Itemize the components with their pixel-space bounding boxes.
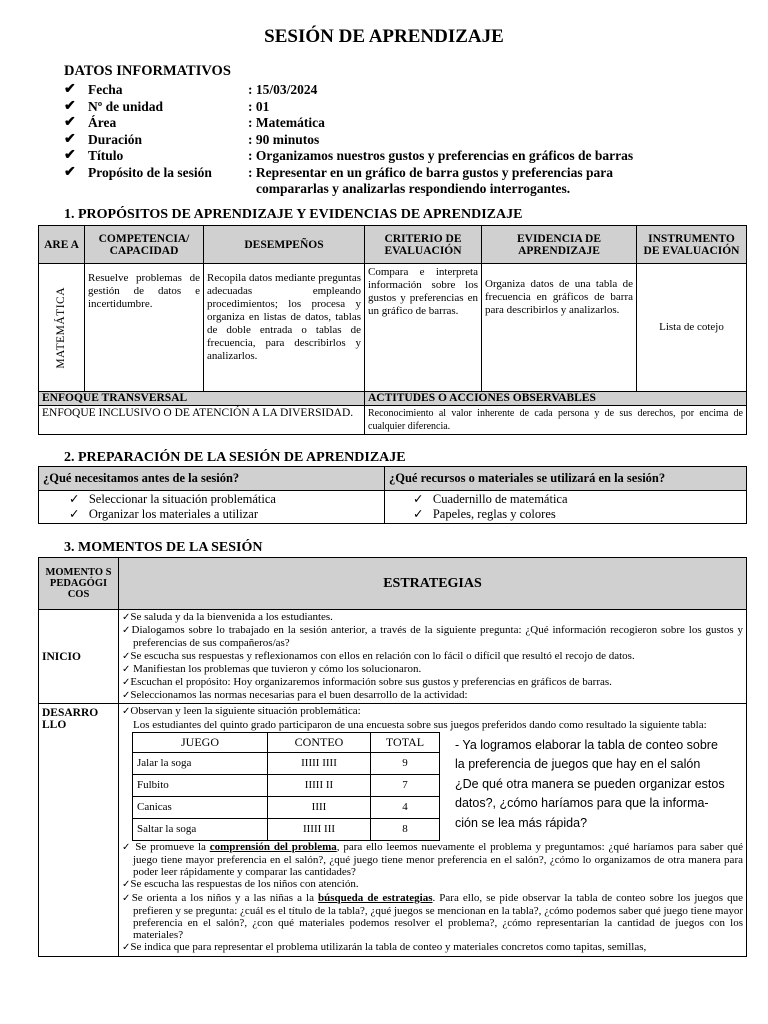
need-item: ✓ Organizar los materiales a utilizar <box>69 507 258 521</box>
section2-title: 2. PREPARACIÓN DE LA SESIÓN DE APRENDIZAJE <box>64 450 406 465</box>
info-label: Área <box>88 115 117 130</box>
area-cell <box>39 264 85 392</box>
check-icon: ✔ <box>64 115 76 130</box>
check-icon: ✔ <box>64 148 76 163</box>
check-icon: ✓ <box>122 625 132 637</box>
info-value <box>248 165 744 198</box>
info-label: Nº de unidad <box>88 98 163 114</box>
problem-text: Los estudiantes del quinto grado participaron de una encuesta sobre sus juegos preferidos dando como resultado la siguiente tabla: <box>133 718 707 731</box>
resource-item: ✓ Cuadernillo de matemática <box>413 492 568 506</box>
conteo-header: CONTEO <box>268 732 371 752</box>
preparacion-table <box>38 466 747 524</box>
header-instrumento: INSTRUMENTO DE EVALUACIÓN <box>637 226 747 264</box>
info-value: : 01 <box>248 98 270 114</box>
check-icon: ✔ <box>64 131 76 147</box>
evidencia-cell: Organiza datos de una tabla de frecuencia en gráficos de barra para describirlos y analizarlos. <box>482 264 637 392</box>
check-icon: ✔ <box>64 164 76 180</box>
header-area: ARE A <box>39 226 85 264</box>
propositos-table <box>38 225 747 435</box>
desarrollo-label: DESARRO LLO <box>39 704 119 956</box>
check-icon: ✓ <box>122 690 131 702</box>
info-value: : Matemática <box>248 115 325 130</box>
list-item: ✓Seleccionamos las normas necesarias para el buen desarrollo de la actividad: <box>122 689 468 702</box>
info-value-line2: compararlas y analizarlas respondiendo interrogantes. <box>256 181 571 196</box>
info-row-area <box>64 115 744 132</box>
inicio-label: INICIO <box>39 610 119 704</box>
desarrollo-strategies <box>119 704 747 956</box>
section1-title: 1. PROPÓSITOS DE APRENDIZAJE Y EVIDENCIAS DE APRENDIZAJE <box>64 207 523 222</box>
need-item: ✓ Seleccionar la situación problemática <box>69 492 276 506</box>
check-icon: ✓ <box>122 663 131 675</box>
need-items <box>39 491 385 524</box>
check-icon: ✔ <box>64 98 76 114</box>
info-row-titulo <box>64 148 744 165</box>
conteo-cell: IIIII IIII <box>268 752 371 774</box>
page-title: SESIÓN DE APRENDIZAJE <box>264 26 504 47</box>
actitudes-header: ACTITUDES O ACCIONES OBSERVABLES <box>365 392 747 406</box>
check-icon: ✔ <box>64 82 76 97</box>
conteo-block <box>122 732 743 841</box>
list-item: ✓Observan y leen la siguiente situación problemática: <box>122 705 361 718</box>
conteo-cell: IIIII II <box>268 774 371 796</box>
juego-cell: Jalar la soga <box>133 752 268 774</box>
list-item: ✓Se orienta a los niños y a las niñas a la búsqueda de estrategias. Para ello, se pide observar la tabla de conteo sobre los juegos que prefieren y se pregunta: ¿cuál es el título de la tabla?, ¿qué juegos se mencionan en la tabla?, ¿cómo podemos saber qué juego tiene mayor preferencia en el salón?, ¿con qué materiales podemos resolver el problema?, ¿cómo representarían la cantidad de juegos con los materiales? <box>122 891 743 942</box>
resource-items <box>385 491 747 524</box>
header-criterio: CRITERIO DE EVALUACIÓN <box>365 226 482 264</box>
list-item: ✓Se saluda y da la bienvenida a los estudiantes. <box>122 611 333 623</box>
list-item: ✓Se indica que para representar el problema utilizarán la tabla de conteo y materiales concretos como tapitas, semillas, <box>122 941 647 954</box>
info-row-unidad <box>64 99 744 116</box>
info-value: : Organizamos nuestros gustos y preferencias en gráficos de barras <box>248 148 634 163</box>
momentos-table <box>38 557 747 957</box>
instrumento-cell: Lista de cotejo <box>637 264 747 392</box>
actitudes-text: Reconocimiento al valor inherente de cada persona y de sus derechos, por encima de cualquier diferencia. <box>365 406 747 435</box>
datos-heading: DATOS INFORMATIVOS <box>64 63 231 79</box>
check-icon: ✓ <box>122 879 131 891</box>
momentos-header: MOMENTO S PEDAGÓGI COS <box>39 558 119 610</box>
total-cell: 7 <box>371 774 440 796</box>
list-item: ✓Se escucha las respuestas de los niños con atención. <box>122 878 359 891</box>
check-icon: ✓ <box>69 507 80 521</box>
check-icon: ✓ <box>122 706 131 718</box>
check-icon: ✓ <box>413 492 424 506</box>
total-cell: 9 <box>371 752 440 774</box>
table-row <box>133 796 440 818</box>
header-competencia: COMPETENCIA/ CAPACIDAD <box>85 226 204 264</box>
total-cell: 8 <box>371 818 440 840</box>
info-label: Título <box>88 148 124 163</box>
enfoque-text: ENFOQUE INCLUSIVO O DE ATENCIÓN A LA DIVERSIDAD. <box>39 406 365 435</box>
check-icon: ✓ <box>122 677 131 689</box>
check-icon: ✓ <box>69 492 80 506</box>
table-row <box>133 818 440 840</box>
conteo-cell: IIII <box>268 796 371 818</box>
check-icon: ✓ <box>122 612 131 623</box>
conteo-table <box>132 732 440 841</box>
check-icon: ✓ <box>122 841 132 853</box>
inicio-strategies <box>119 610 747 704</box>
list-item: ✓Escuchan el propósito: Hoy organizaremos información sobre sus gustos y preferencias en gráficos de barras. <box>122 676 612 689</box>
check-icon: ✓ <box>122 650 131 662</box>
need-header: ¿Qué necesitamos antes de la sesión? <box>39 467 385 491</box>
resource-item: ✓ Papeles, reglas y colores <box>413 507 556 521</box>
note-text: - Ya logramos elaborar la tabla de conteo sobre la preferencia de juegos que hay en el salón ¿De qué otra manera se pueden organizar estos datos?, ¿cómo haríamos para que la informa- ción se lea más rápida? <box>455 737 725 830</box>
juego-cell: Saltar la soga <box>133 818 268 840</box>
table-row <box>133 774 440 796</box>
list-item: ✓Dialogamos sobre lo trabajado en la sesión anterior, a través de la siguiente pregunta: ¿Qué información recogieron sobre los gustos y preferencias de sus compañeros/as? <box>122 624 743 650</box>
conteo-cell: IIIII III <box>268 818 371 840</box>
competencia-cell: Resuelve problemas de gestión de datos e incertidumbre. <box>85 264 204 392</box>
info-label: Propósito de la sesión <box>88 164 212 180</box>
juego-cell: Canicas <box>133 796 268 818</box>
resources-header: ¿Qué recursos o materiales se utilizará en la sesión? <box>385 467 747 491</box>
info-value-line1: : Representar en un gráfico de barra gustos y preferencias para <box>248 164 613 180</box>
conteo-header: TOTAL <box>371 732 440 752</box>
info-label: Duración <box>88 131 142 147</box>
check-icon: ✓ <box>122 942 131 954</box>
info-row-fecha <box>64 82 744 99</box>
total-cell: 4 <box>371 796 440 818</box>
info-row-duracion <box>64 132 744 149</box>
section3-title: 3. MOMENTOS DE LA SESIÓN <box>64 540 263 555</box>
info-value: : 90 minutos <box>248 131 320 147</box>
estrategias-header: ESTRATEGIAS <box>119 558 747 610</box>
list-item: ✓Se escucha sus respuestas y reflexionamos con ellos en relación con lo fácil o difícil que resultó el recojo de datos. <box>122 649 635 662</box>
info-label: Fecha <box>88 82 123 97</box>
list-item: ✓ Se promueve la comprensión del problema, para ello leemos nuevamente el problema y preguntamos: ¿qué haríamos para saber qué juego tiene mayor preferencia en el salón?, ¿qué juego tiene menor preferencia en el salón?, ¿cómo lo organizamos de otra manera para poder leer rápidamente y comparar las cantidades? <box>122 840 743 879</box>
juego-cell: Fulbito <box>133 774 268 796</box>
info-row-proposito <box>64 165 744 198</box>
area-vertical-label: MATEMÁTICA <box>55 286 67 369</box>
header-evidencia: EVIDENCIA DE APRENDIZAJE <box>482 226 637 264</box>
info-value: : 15/03/2024 <box>248 82 318 97</box>
check-icon: ✓ <box>122 892 132 904</box>
table-row <box>133 752 440 774</box>
header-desempenos: DESEMPEÑOS <box>204 226 365 264</box>
conteo-header: JUEGO <box>133 732 268 752</box>
list-item: ✓ Manifiestan los problemas que tuvieron y cómo los solucionaron. <box>122 662 422 675</box>
desempenos-cell: Recopila datos mediante preguntas adecuadas empleando procedimientos; los procesa y organiza en listas de datos, tablas de doble entrada o tablas de frecuencia, para describirlos y analizarlos. <box>204 264 365 392</box>
check-icon: ✓ <box>413 507 424 521</box>
datos-informativos <box>64 63 744 198</box>
enfoque-header: ENFOQUE TRANSVERSAL <box>39 392 365 406</box>
criterio-cell: Compara e interpreta información sobre los gustos y preferencias en un gráfico de barras. <box>365 264 482 392</box>
